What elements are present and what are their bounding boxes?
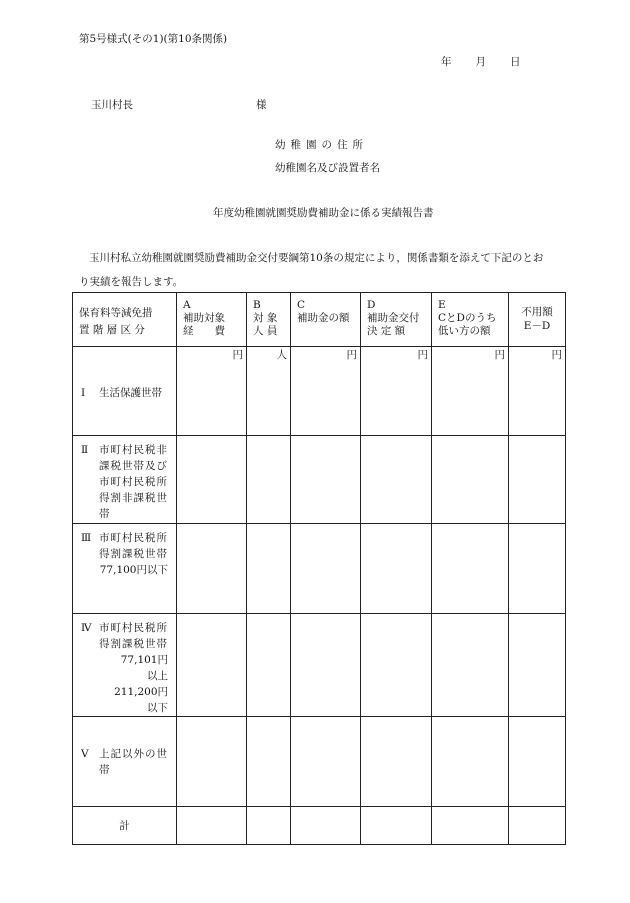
addressee-mayor: 玉川村長: [91, 99, 133, 111]
addressee-honorific: 様: [256, 99, 267, 111]
cell-b[interactable]: [247, 524, 291, 614]
cell-a-total[interactable]: [177, 807, 247, 845]
cell-c[interactable]: [291, 614, 361, 717]
header-cell-c: C 補助金の額: [291, 293, 361, 347]
header-cell-category: 保育料等減免措 置 階 層 区 分: [73, 293, 177, 347]
header-cell-e: E CとDのうち 低い方の額: [432, 293, 509, 347]
cell-c[interactable]: 円: [291, 347, 361, 436]
header-cell-b: B 対 象 人 員: [247, 293, 291, 347]
cell-b-total[interactable]: [247, 807, 291, 845]
cell-d-total[interactable]: [361, 807, 432, 845]
cell-a[interactable]: [177, 717, 247, 807]
cell-unused[interactable]: 円: [509, 347, 566, 436]
cell-d[interactable]: [361, 524, 432, 614]
report-table: [72, 292, 566, 845]
cell-b[interactable]: [247, 717, 291, 807]
kindergarten-address-label: 幼稚園の住所: [275, 139, 368, 151]
date-line: [441, 54, 521, 69]
cell-d[interactable]: [361, 436, 432, 524]
cell-b[interactable]: 人: [247, 347, 291, 436]
cell-unused[interactable]: [509, 717, 566, 807]
cell-a[interactable]: [177, 436, 247, 524]
row-label-4: Ⅳ 市町村民税所得割課税世帯 77,101円以上 211,200円以下: [73, 614, 177, 717]
row-label-3: Ⅲ 市町村民税所得割課税世帯 77,100円以下: [73, 524, 177, 614]
cell-c[interactable]: [291, 436, 361, 524]
cell-b[interactable]: [247, 436, 291, 524]
row-label-1: Ⅰ 生活保護世帯: [73, 347, 177, 436]
body-text: 玉川村私立幼稚園就園奨励費補助金交付要綱第10条の規定により，関係書類を添えて下記のとおり実績を報告します。: [79, 252, 544, 288]
cell-unused[interactable]: [509, 436, 566, 524]
date-month: 月: [475, 56, 486, 68]
table-row: [73, 717, 566, 807]
date-year: 年: [441, 56, 452, 68]
cell-e[interactable]: [432, 717, 509, 807]
cell-b[interactable]: [247, 614, 291, 717]
cell-unused-total[interactable]: [509, 807, 566, 845]
row-label-5: Ⅴ 上記以外の世帯: [73, 717, 177, 807]
row-label-2: Ⅱ 市町村民税非課税世帯及び市町村民税所得割非課税世帯: [73, 436, 177, 524]
cell-unused[interactable]: [509, 614, 566, 717]
kindergarten-name-label: 幼稚園名及び設置者名: [275, 162, 380, 174]
cell-d[interactable]: [361, 614, 432, 717]
cell-e[interactable]: 円: [432, 347, 509, 436]
header-cell-a: A 補助対象 経 費: [177, 293, 247, 347]
table-total-row: [73, 807, 566, 845]
cell-a[interactable]: [177, 614, 247, 717]
cell-e-total[interactable]: [432, 807, 509, 845]
table-row: [73, 614, 566, 717]
cell-d[interactable]: 円: [361, 347, 432, 436]
table-row: [73, 347, 566, 436]
cell-a[interactable]: [177, 524, 247, 614]
cell-e[interactable]: [432, 524, 509, 614]
total-label: 計: [73, 807, 177, 845]
report-title: 年度幼稚園就園奨励費補助金に係る実績報告書: [213, 207, 434, 219]
cell-c[interactable]: [291, 524, 361, 614]
table-row: [73, 524, 566, 614]
cell-c-total[interactable]: [291, 807, 361, 845]
table-header-row: [73, 293, 566, 347]
table-row: [73, 436, 566, 524]
date-day: 日: [510, 56, 521, 68]
cell-e[interactable]: [432, 614, 509, 717]
cell-unused[interactable]: [509, 524, 566, 614]
header-cell-d: D 補助金交付 決 定 額: [361, 293, 432, 347]
cell-e[interactable]: [432, 436, 509, 524]
cell-a[interactable]: 円: [177, 347, 247, 436]
cell-c[interactable]: [291, 717, 361, 807]
form-number: 第5号様式(その1)(第10条関係): [79, 33, 228, 45]
cell-d[interactable]: [361, 717, 432, 807]
header-cell-unused: 不用額 E－D: [509, 293, 566, 347]
